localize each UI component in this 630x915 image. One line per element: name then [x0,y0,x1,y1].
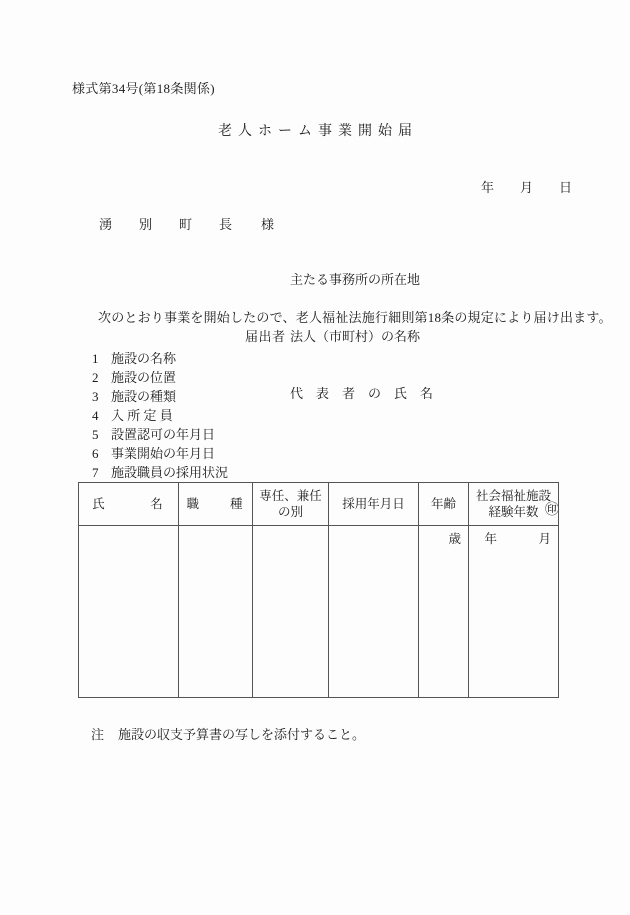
experience-year-unit-label: 年 [484,532,497,546]
date-year-label: 年 [480,180,494,195]
column-header-job-type [179,483,253,526]
list-item-label: 施設の位置 [111,370,177,385]
cell-job-type[interactable] [179,526,253,698]
date-month-label: 月 [519,180,533,195]
list-item-label: 施設の名称 [111,351,177,366]
list-item [92,367,228,386]
seal-icon: ㊞ [545,503,559,518]
column-header-assignment [253,483,329,526]
cell-hire-date[interactable] [329,526,419,698]
column-header-age-text: 年齢 [430,497,456,511]
cell-name[interactable] [79,526,179,698]
column-header-assignment-line1: 専任、兼任 [259,489,322,503]
cell-experience[interactable] [469,526,559,698]
column-header-age [419,483,469,526]
cell-age[interactable] [419,526,469,698]
column-header-name-text: 氏 名 [92,497,165,511]
form-number: 様式第34号(第18条関係) [72,81,215,96]
list-item-number: 3 [92,389,99,404]
addressee-name: 湧 別 町 長 [99,217,240,232]
list-item-label: 設置認可の年月日 [111,427,216,442]
age-unit-label: 歳 [448,532,461,546]
list-item [92,443,228,462]
column-header-name [79,483,179,526]
staff-table [78,482,559,698]
list-item [92,348,228,367]
experience-month-unit-label: 月 [538,532,551,546]
item-list [92,348,228,481]
list-item-number: 7 [92,465,99,480]
date-day-label: 日 [558,180,572,195]
list-item-number: 4 [92,408,99,423]
statement-text: 次のとおり事業を開始したので、老人福祉法施行細則第18条の規定により届け出ます。 [98,310,612,325]
list-item-label: 入 所 定 員 [111,408,173,423]
cell-assignment[interactable] [253,526,329,698]
list-item [92,424,228,443]
column-header-assignment-line2: の別 [277,505,303,519]
column-header-hire-date-text: 採用年月日 [342,497,405,511]
column-header-experience [469,483,559,526]
submitter-label: 届出者 [245,329,286,344]
submitter-address-row [245,270,433,289]
footer-note-text: 施設の収支予算書の写しを添付すること。 [118,727,366,742]
submitter-address-label: 主たる事務所の所在地 [290,272,421,287]
list-item-number: 5 [92,427,99,442]
page-title: 老人ホーム事業開始届 [218,124,418,139]
list-item-number: 1 [92,351,99,366]
submitter-representative-label: 代 表 者 の 氏 名 [290,386,434,401]
column-header-job-type-text: 職 種 [186,497,245,511]
addressee-honorific: 様 [261,217,275,232]
column-header-hire-date [329,483,419,526]
list-item [92,405,228,424]
column-header-experience-line2: 経験年数 [488,505,539,519]
list-item [92,462,228,481]
submitter-corporation-label: 法人（市町村）の名称 [290,329,421,344]
list-item-label: 施設の種類 [111,389,177,404]
column-header-experience-line1: 社会福祉施設 [475,489,551,503]
footer-note-mark: 注 [91,727,105,742]
table-row [79,526,559,698]
footer-note [78,708,365,759]
list-item [92,386,228,405]
list-item-label: 施設職員の採用状況 [111,465,229,480]
submitter-corporation-row [245,327,433,346]
list-item-number: 2 [92,370,99,385]
list-item-label: 事業開始の年月日 [111,446,216,461]
list-item-number: 6 [92,446,99,461]
table-header-row [79,483,559,526]
